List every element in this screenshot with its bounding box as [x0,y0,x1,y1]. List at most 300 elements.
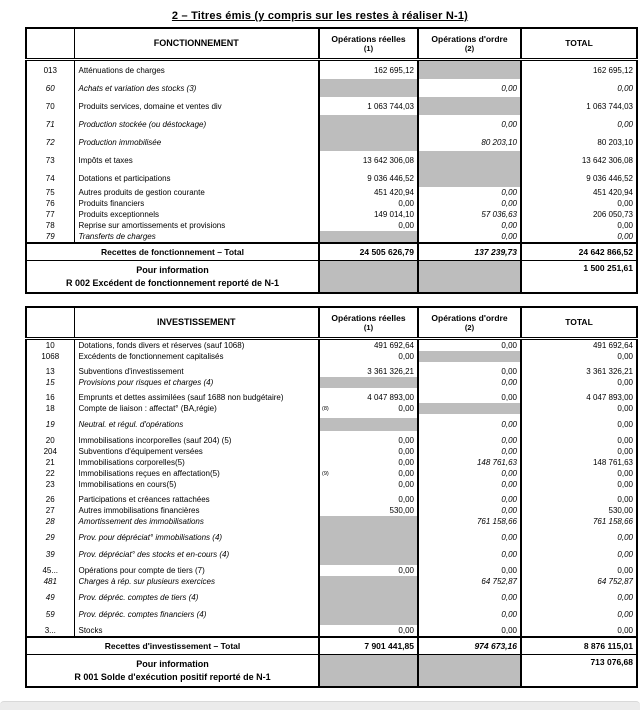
total-cell: 162 695,12 [592,65,633,75]
total-cell: 761 158,66 [592,517,633,526]
ordre-cell [418,79,521,97]
label-cell: Provisions pour risques et charges (4) [74,377,319,388]
row-74 [26,169,637,187]
label-cell: Immobilisations corporelles(5) [74,457,319,468]
ordre-cell [418,418,521,431]
footnote-marker: (8) [322,405,329,412]
label-cell: Immobilisations incorporelles (sauf 204) (5) [74,435,319,446]
info-line1: Pour information [136,265,209,276]
ordre-cell [418,435,521,446]
row-72 [26,133,637,151]
ordre-value: 0,00 [501,188,517,197]
total-cell: 0,00 [617,566,633,575]
label-cell: Prov. dépréc. comptes de tiers (4) [74,591,319,604]
reel-value: 0,00 [398,469,414,478]
total-cell: 0,00 [617,495,633,504]
ordre-cell [418,516,521,527]
ordre-cell [418,220,521,231]
ordre-value: 0,00 [501,436,517,445]
label-cell: Prov. dépréc. comptes financiers (4) [74,608,319,621]
row-76 [26,198,637,209]
code-cell: 74 [26,169,74,187]
reel-cell [319,97,418,115]
total-cell: 0,00 [617,480,633,489]
row-60 [26,79,637,97]
code-cell: 75 [26,187,74,198]
ordre-value: 0,00 [501,533,517,542]
code-cell: 39 [26,548,74,561]
reel-cell [319,418,418,431]
ordre-value: 0,00 [501,480,517,489]
row-204 [26,446,637,457]
header-operations-reelles-sub: (1) [363,323,374,333]
row-21 [26,457,637,468]
total-cell: 9 036 446,52 [586,173,633,183]
row-013 [26,60,637,80]
info-row-label [26,655,319,688]
label-cell: Prov. dépréciat° des stocks et en-cours (4) [74,548,319,561]
row-28 [26,516,637,527]
ordre-value: 0,00 [501,610,517,619]
ordre-cell [418,169,521,187]
ordre-value: 0,00 [501,469,517,478]
reel-value: 0,00 [398,404,414,413]
header-operations-reelles [319,28,418,60]
code-cell: 13 [26,366,74,377]
ordre-cell [418,591,521,604]
reel-cell [319,60,418,80]
ordre-cell [418,446,521,457]
total-cell: 0,00 [617,221,633,230]
label-cell: Dotations, fonds divers et réserves (sauf 1068) [74,339,319,352]
row-481 [26,576,637,587]
header-code-cell [26,307,74,339]
row-15 [26,377,637,388]
row-77 [26,209,637,220]
reel-value: 0,00 [398,566,414,575]
code-cell: 27 [26,505,74,516]
ordre-cell [418,608,521,621]
label-cell: Immobilisations reçues en affectation(5) [74,468,319,479]
table-investissement [25,306,638,688]
ordre-cell [418,261,521,294]
total-cell: 1 063 744,03 [586,101,633,111]
label-cell: Dotations et participations [74,169,319,187]
total-ordre-value: 974 673,16 [418,637,521,655]
reel-value: 3 361 326,21 [367,367,414,376]
ordre-value: 57 036,63 [481,210,517,219]
reel-cell [319,261,418,294]
code-cell: 18 [26,403,74,414]
reel-cell [319,457,418,468]
row-70 [26,97,637,115]
page-bottom-bar [0,701,640,710]
label-cell: Transferts de charges [74,231,319,243]
ordre-value: 0,00 [501,447,517,456]
ordre-cell [418,133,521,151]
header-operations-ordre-label: Opérations d'ordre [431,312,508,323]
total-cell: 0,00 [617,352,633,361]
row-23 [26,479,637,490]
code-cell: 72 [26,133,74,151]
reel-value: 0,00 [398,436,414,445]
code-cell: 481 [26,576,74,587]
ordre-value: 761 158,66 [476,517,517,526]
code-cell: 1068 [26,351,74,362]
row-1068 [26,351,637,362]
reel-cell [319,198,418,209]
total-reel-value: 24 505 626,79 [319,243,418,261]
row-49 [26,591,637,604]
total-cell: 0,00 [617,447,633,456]
ordre-cell [418,468,521,479]
ordre-value: 0,00 [501,495,517,504]
header-section: FONCTIONNEMENT [74,28,319,60]
ordre-cell [418,565,521,576]
reel-cell [319,446,418,457]
reel-cell [319,548,418,561]
reel-value: 13 642 306,08 [362,155,414,165]
code-cell: 29 [26,531,74,544]
row-59 [26,608,637,621]
label-cell: Neutral. et régul. d'opérations [74,418,319,431]
total-cell: 0,00 [617,119,633,129]
reel-cell [319,377,418,388]
total-cell: 0,00 [617,232,633,241]
ordre-cell [418,115,521,133]
header-operations-ordre-label: Opérations d'ordre [431,33,508,44]
ordre-cell [418,231,521,243]
reel-cell [319,591,418,604]
label-cell: Reprise sur amortissements et provisions [74,220,319,231]
reel-value: 0,00 [398,352,414,361]
reel-value: 162 695,12 [373,65,414,75]
total-cell: 0,00 [617,469,633,478]
reel-cell [319,494,418,505]
code-cell: 76 [26,198,74,209]
row-75 [26,187,637,198]
reel-cell [319,351,418,362]
label-cell: Achats et variation des stocks (3) [74,79,319,97]
label-cell: Produits services, domaine et ventes div [74,97,319,115]
total-cell: 491 692,64 [592,341,633,350]
total-cell: 64 752,87 [597,577,633,586]
reel-value: 0,00 [398,626,414,635]
total-cell: 0,00 [617,436,633,445]
reel-value: 0,00 [398,458,414,467]
total-cell: 0,00 [617,420,633,429]
total-cell: 0,00 [617,593,633,602]
ordre-cell [418,60,521,80]
total-cell: 148 761,63 [592,458,633,467]
ordre-cell [418,392,521,403]
total-row [26,243,637,261]
label-cell: Stocks [74,625,319,637]
reel-value: 0,00 [398,221,414,230]
reel-cell [319,403,418,414]
ordre-cell [418,531,521,544]
total-cell: 451 420,94 [592,188,633,197]
info-line2: R 002 Excédent de fonctionnement reporté de N-1 [65,277,280,288]
header-operations-reelles-sub: (1) [363,44,374,54]
ordre-value: 0,00 [501,341,517,350]
ordre-cell [418,377,521,388]
reel-cell [319,392,418,403]
ordre-value: 0,00 [501,221,517,230]
info-row [26,655,637,688]
label-cell: Participations et créances rattachées [74,494,319,505]
row-10 [26,339,637,352]
reel-value: 530,00 [389,506,414,515]
ordre-cell [418,576,521,587]
total-cell: 206 050,73 [592,210,633,219]
code-cell: 49 [26,591,74,604]
label-cell: Compte de liaison : affectat° (BA,régie) [74,403,319,414]
code-cell: 77 [26,209,74,220]
ordre-cell [418,494,521,505]
reel-cell [319,625,418,637]
total-cell: 3 361 326,21 [586,367,633,376]
ordre-cell [418,97,521,115]
code-cell: 45... [26,565,74,576]
ordre-value: 0,00 [501,199,517,208]
total-cell: 4 047 893,00 [586,393,633,402]
total-cell: 530,00 [608,506,633,515]
label-cell: Excédents de fonctionnement capitalisés [74,351,319,362]
ordre-cell [418,457,521,468]
code-cell: 79 [26,231,74,243]
row-78 [26,220,637,231]
label-cell: Autres immobilisations financières [74,505,319,516]
ordre-cell [418,339,521,352]
total-cell: 0,00 [617,378,633,387]
budget-tables [25,27,638,688]
ordre-value: 0,00 [501,566,517,575]
header-row [26,307,637,339]
ordre-cell [418,187,521,198]
label-cell: Production stockée (ou déstockage) [74,115,319,133]
label-cell: Produits financiers [74,198,319,209]
code-cell: 78 [26,220,74,231]
info-line1: Pour information [136,659,209,670]
header-total: TOTAL [521,307,637,339]
ordre-value: 80 203,10 [481,137,517,147]
ordre-cell [418,479,521,490]
info-row-label [26,261,319,294]
total-cell: 0,00 [617,533,633,542]
total-reel-value: 7 901 441,85 [319,637,418,655]
header-total: TOTAL [521,28,637,60]
reel-cell [319,565,418,576]
label-cell: Autres produits de gestion courante [74,187,319,198]
reel-value: 149 014,10 [373,210,414,219]
reel-value: 4 047 893,00 [367,393,414,402]
ordre-cell [418,198,521,209]
header-operations-reelles-label: Opérations réelles [331,312,406,323]
ordre-cell [418,209,521,220]
row-71 [26,115,637,133]
row-79 [26,231,637,243]
ordre-value: 148 761,63 [476,458,517,467]
code-cell: 22 [26,468,74,479]
reel-value: 0,00 [398,447,414,456]
reel-cell [319,516,418,527]
label-cell: Opérations pour compte de tiers (7) [74,565,319,576]
row-16 [26,392,637,403]
header-operations-ordre-sub: (2) [464,323,475,333]
info-total-value: 713 076,68 [590,657,633,667]
code-cell: 013 [26,60,74,80]
reel-cell [319,608,418,621]
reel-cell [319,468,418,479]
header-operations-reelles [319,307,418,339]
header-code-cell [26,28,74,60]
row-22 [26,468,637,479]
ordre-value: 0,00 [501,119,517,129]
ordre-value: 0,00 [501,550,517,559]
info-line2: R 001 Solde d'exécution positif reporté de N-1 [74,671,271,682]
code-cell: 26 [26,494,74,505]
ordre-value: 64 752,87 [481,577,517,586]
code-cell: 28 [26,516,74,527]
code-cell: 3... [26,625,74,637]
ordre-cell [418,505,521,516]
ordre-value: 0,00 [501,232,517,241]
label-cell: Prov. pour dépréciat° immobilisations (4) [74,531,319,544]
code-cell: 71 [26,115,74,133]
reel-cell [319,209,418,220]
reel-value: 9 036 446,52 [367,173,414,183]
row-13 [26,366,637,377]
code-cell: 16 [26,392,74,403]
table-gap [25,294,638,306]
reel-cell [319,479,418,490]
total-cell: 0,00 [617,610,633,619]
row-45 [26,565,637,576]
code-cell: 21 [26,457,74,468]
reel-cell [319,231,418,243]
reel-cell [319,133,418,151]
header-operations-ordre [418,28,521,60]
ordre-cell [418,625,521,637]
row-73 [26,151,637,169]
ordre-value: 0,00 [501,367,517,376]
row-18 [26,403,637,414]
ordre-cell [418,366,521,377]
ordre-cell [418,548,521,561]
label-cell: Subventions d'équipement versées [74,446,319,457]
ordre-cell [418,655,521,688]
total-cell: 0,00 [617,83,633,93]
header-operations-reelles-label: Opérations réelles [331,33,406,44]
label-cell: Emprunts et dettes assimilées (sauf 1688 non budgétaire) [74,392,319,403]
code-cell: 59 [26,608,74,621]
reel-cell [319,505,418,516]
reel-cell [319,187,418,198]
code-cell: 19 [26,418,74,431]
row-29 [26,531,637,544]
reel-value: 451 420,94 [373,188,414,197]
total-row-label: Recettes d'investissement – Total [26,637,319,655]
reel-cell [319,655,418,688]
label-cell: Charges à rép. sur plusieurs exercices [74,576,319,587]
reel-cell [319,151,418,169]
label-cell: Impôts et taxes [74,151,319,169]
code-cell: 73 [26,151,74,169]
row-20 [26,435,637,446]
reel-cell [319,339,418,352]
info-row [26,261,637,294]
code-cell: 204 [26,446,74,457]
label-cell: Amortissement des immobilisations [74,516,319,527]
reel-cell [319,115,418,133]
reel-cell [319,220,418,231]
reel-cell [319,366,418,377]
label-cell: Atténuations de charges [74,60,319,80]
code-cell: 23 [26,479,74,490]
header-operations-ordre [418,307,521,339]
ordre-value: 0,00 [501,393,517,402]
ordre-value: 0,00 [501,593,517,602]
ordre-value: 0,00 [501,626,517,635]
total-cell: 0,00 [617,626,633,635]
total-cell: 0,00 [617,404,633,413]
total-total-value: 8 876 115,01 [521,637,637,655]
ordre-cell [418,351,521,362]
total-cell: 0,00 [617,199,633,208]
reel-value: 0,00 [398,199,414,208]
reel-cell [319,435,418,446]
reel-cell [319,169,418,187]
ordre-value: 0,00 [501,420,517,429]
code-cell: 20 [26,435,74,446]
page-title: 2 – Titres émis (y compris sur les restes à réaliser N-1) [171,10,469,22]
code-cell: 70 [26,97,74,115]
label-cell: Production immobilisée [74,133,319,151]
ordre-cell [418,151,521,169]
total-total-value: 24 642 866,52 [521,243,637,261]
ordre-cell [418,403,521,414]
total-row [26,637,637,655]
code-cell: 10 [26,339,74,352]
reel-value: 0,00 [398,495,414,504]
row-39 [26,548,637,561]
label-cell: Immobilisations en cours(5) [74,479,319,490]
code-cell: 60 [26,79,74,97]
row-19 [26,418,637,431]
reel-cell [319,531,418,544]
reel-value: 1 063 744,03 [367,101,414,111]
reel-value: 491 692,64 [373,341,414,350]
ordre-value: 0,00 [501,83,517,93]
total-row-label: Recettes de fonctionnement – Total [26,243,319,261]
reel-cell [319,79,418,97]
row-26 [26,494,637,505]
total-cell: 0,00 [617,550,633,559]
label-cell: Subventions d'investissement [74,366,319,377]
table-fonctionnement [25,27,638,294]
ordre-value: 0,00 [501,378,517,387]
footnote-marker: (9) [322,470,329,477]
info-total-value: 1 500 251,61 [583,263,633,273]
code-cell: 15 [26,377,74,388]
total-cell: 13 642 306,08 [581,155,633,165]
reel-value: 0,00 [398,480,414,489]
header-section: INVESTISSEMENT [74,307,319,339]
row-27 [26,505,637,516]
ordre-value: 0,00 [501,506,517,515]
row-3 [26,625,637,637]
